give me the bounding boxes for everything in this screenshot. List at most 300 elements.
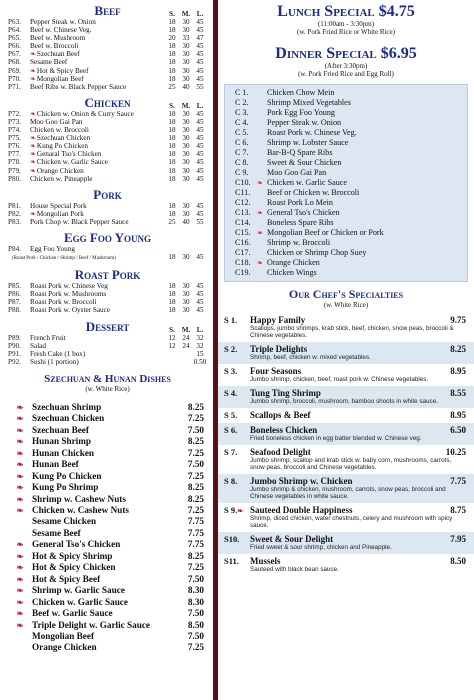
chef-desc: Jumbo shrimp & chicken, mushroom, carrots, snow peas, broccoli and Chinese vegetables in white sauce. bbox=[250, 486, 446, 500]
pepper-icon: ❧ bbox=[237, 507, 244, 515]
pepper-icon: ❧ bbox=[30, 134, 36, 143]
item-name-wrap bbox=[30, 167, 165, 175]
price-l: 45 bbox=[196, 166, 204, 175]
chef-code: S 8. bbox=[224, 476, 238, 486]
chef-name: Mussels bbox=[250, 556, 281, 566]
item-code: P76. bbox=[8, 142, 21, 151]
egg-foo-young-section bbox=[8, 231, 207, 263]
item-code: P80. bbox=[8, 174, 21, 183]
chef-desc: Fried boneless chicken in egg batter blended w. Chinese veg. bbox=[250, 435, 422, 442]
chef-head bbox=[250, 344, 466, 354]
item-name-wrap bbox=[30, 18, 165, 26]
item-code: P68. bbox=[8, 58, 21, 67]
item-name-wrap bbox=[30, 126, 165, 134]
item-name-wrap bbox=[30, 342, 165, 350]
roast_pork-item bbox=[8, 290, 207, 298]
combo-name: General Tso's Chicken bbox=[267, 208, 340, 217]
item-name: Salad bbox=[30, 341, 46, 350]
chef-code-wrap bbox=[218, 366, 250, 383]
price-m: 30 bbox=[182, 158, 190, 167]
chicken-item bbox=[8, 134, 207, 142]
chef-head bbox=[250, 476, 466, 486]
combo-code: C 7. bbox=[235, 148, 249, 157]
combo-name: Boneless Spare Ribs bbox=[267, 218, 334, 227]
item-code: P83. bbox=[8, 217, 21, 226]
combo-item bbox=[225, 88, 467, 98]
chicken-item bbox=[8, 167, 207, 175]
item-name: Orange Chicken bbox=[32, 642, 97, 653]
chef-code: S 3. bbox=[224, 366, 238, 376]
price-m: 30 bbox=[182, 209, 190, 218]
price-m: 24 bbox=[182, 341, 190, 350]
chef-body bbox=[250, 410, 474, 420]
szechuan-item bbox=[8, 642, 207, 653]
item-name: Sesame Chicken bbox=[32, 516, 97, 527]
pepper-icon: ❧ bbox=[16, 483, 24, 493]
chef-item bbox=[218, 423, 474, 445]
chef-row bbox=[218, 447, 474, 471]
szechuan-item bbox=[8, 459, 207, 470]
item-name: Chicken w. Onion & Curry Sauce bbox=[36, 109, 134, 118]
chef-code: S 1. bbox=[224, 315, 238, 325]
egg-foo-young-title: Egg Foo Young bbox=[63, 229, 152, 245]
egg-foo-young-item bbox=[8, 245, 207, 253]
pepper-icon: ❧ bbox=[16, 494, 24, 504]
combo-item bbox=[225, 228, 467, 238]
item-name-wrap bbox=[30, 26, 165, 34]
combo-name: Moo Goo Gai Pan bbox=[267, 168, 327, 177]
pepper-icon: ❧ bbox=[16, 471, 24, 481]
beef-item bbox=[8, 75, 207, 83]
item-name-wrap bbox=[30, 134, 165, 142]
item-name: Roast Pork w. Broccoli bbox=[30, 298, 97, 307]
price-l: 45 bbox=[196, 26, 204, 35]
price-s: 18 bbox=[168, 290, 176, 299]
price-m: 24 bbox=[182, 333, 190, 342]
price-s: 18 bbox=[168, 253, 176, 262]
szechuan-item bbox=[8, 574, 207, 585]
item-name-wrap bbox=[30, 334, 165, 342]
size-label: S. bbox=[169, 101, 175, 110]
chef-list bbox=[218, 313, 474, 576]
item-name: Sesame Beef bbox=[30, 58, 68, 67]
chef-code-wrap bbox=[218, 315, 250, 339]
roast_pork-item bbox=[8, 298, 207, 306]
size-label: M. bbox=[181, 101, 191, 110]
pepper-icon: ❧ bbox=[257, 259, 263, 267]
chef-code: S 5. bbox=[224, 410, 238, 420]
price-s: 18 bbox=[168, 282, 176, 291]
chef-price: 7.75 bbox=[450, 476, 466, 486]
chef-row bbox=[218, 556, 474, 573]
combo-code: C 3. bbox=[235, 108, 249, 117]
price-s: 20 bbox=[168, 34, 176, 43]
combo-item bbox=[225, 208, 467, 218]
combo-code: C 2. bbox=[235, 98, 249, 107]
pepper-icon: ❧ bbox=[257, 209, 263, 217]
chef-price: 6.50 bbox=[450, 425, 466, 435]
item-name: Szechuan Beef bbox=[36, 50, 80, 59]
chef-name: Tung Ting Shrimp bbox=[250, 388, 321, 398]
item-code: P69. bbox=[8, 66, 21, 75]
chef-item bbox=[218, 342, 474, 364]
price-m: 30 bbox=[182, 282, 190, 291]
price-m: 30 bbox=[182, 66, 190, 75]
lunch-special-note: (w. Pork Fried Rice or White Rice) bbox=[297, 28, 395, 36]
combo-name: Chicken w. Garlic Sauce bbox=[267, 178, 347, 187]
chef-row bbox=[218, 534, 474, 551]
size-label: L. bbox=[196, 10, 204, 18]
item-name: French Fruit bbox=[30, 333, 66, 342]
combo-item bbox=[225, 118, 467, 128]
szechuan-item bbox=[8, 413, 207, 424]
item-name: Roast Pork w. Oyster Sauce bbox=[30, 306, 110, 315]
chef-item bbox=[218, 313, 474, 342]
pepper-icon: ❧ bbox=[16, 586, 24, 596]
dessert-item bbox=[8, 334, 207, 342]
item-price: 8.30 bbox=[187, 585, 204, 596]
combo-name: Chicken or Shrimp Chop Suey bbox=[267, 248, 367, 257]
item-name: Orange Chicken bbox=[36, 166, 84, 175]
chef-row bbox=[218, 505, 474, 529]
item-name-wrap bbox=[30, 42, 165, 50]
price-l: 45 bbox=[196, 50, 204, 59]
pepper-icon: ❧ bbox=[16, 425, 24, 435]
price-l: 45 bbox=[196, 42, 204, 51]
combo-item bbox=[225, 158, 467, 168]
szechuan-item bbox=[8, 585, 207, 596]
pepper-icon: ❧ bbox=[16, 551, 24, 561]
combo-code: C13. bbox=[235, 208, 251, 217]
price-s: 18 bbox=[168, 158, 176, 167]
szechuan-section bbox=[8, 373, 207, 654]
price-m: 30 bbox=[182, 174, 190, 183]
combo-name: Roast Pork w. Chinese Veg. bbox=[267, 128, 357, 137]
price-s: 18 bbox=[168, 117, 176, 126]
price-l: 45 bbox=[196, 142, 204, 151]
pork-item bbox=[8, 210, 207, 218]
item-code: P88. bbox=[8, 306, 21, 315]
item-name-wrap bbox=[30, 34, 165, 42]
price-s: 18 bbox=[168, 50, 176, 59]
item-name: Hunan Beef bbox=[32, 459, 79, 470]
item-price: 7.75 bbox=[187, 527, 204, 538]
pepper-icon: ❧ bbox=[16, 620, 24, 630]
price-s: 18 bbox=[168, 209, 176, 218]
item-price: 8.25 bbox=[187, 493, 204, 504]
item-name: Szechuan Chicken bbox=[36, 134, 91, 143]
item-name-wrap bbox=[30, 110, 165, 118]
chef-body bbox=[250, 447, 474, 471]
chef-item bbox=[218, 532, 474, 554]
price-s: 18 bbox=[168, 201, 176, 210]
price-l: 0.50 bbox=[193, 357, 207, 366]
combo-name: Bar-B-Q Spare Ribs bbox=[267, 148, 333, 157]
price-l: 45 bbox=[196, 282, 204, 291]
chef-body bbox=[250, 315, 474, 339]
chef-price: 9.75 bbox=[450, 315, 466, 325]
combo-code: C 6. bbox=[235, 138, 249, 147]
item-code: P71. bbox=[8, 82, 21, 91]
price-l: 45 bbox=[196, 109, 204, 118]
item-price: 8.25 bbox=[187, 436, 204, 447]
chef-price: 8.55 bbox=[450, 388, 466, 398]
chef-desc: Jumbo shrimp, broccoli, mushroom, bamboo shoots in white sauce. bbox=[250, 398, 438, 405]
pepper-icon: ❧ bbox=[30, 66, 36, 75]
combo-name: Chicken Chow Mein bbox=[267, 88, 335, 97]
item-name-wrap bbox=[30, 306, 165, 314]
price-s: 18 bbox=[168, 74, 176, 83]
combo-code: C11. bbox=[235, 188, 251, 197]
chef-code: S10. bbox=[224, 534, 240, 544]
right-column bbox=[218, 0, 474, 700]
pepper-icon: ❧ bbox=[16, 448, 24, 458]
item-name: General Tso's Chicken bbox=[32, 539, 121, 550]
item-name: Beef w. Mushroom bbox=[30, 34, 86, 43]
beef-item bbox=[8, 67, 207, 75]
szechuan-item bbox=[8, 402, 207, 413]
item-name-wrap bbox=[30, 358, 165, 366]
chef-code-wrap bbox=[218, 447, 250, 471]
combo-item bbox=[225, 178, 467, 188]
pepper-icon: ❧ bbox=[16, 609, 24, 619]
price-l: 45 bbox=[196, 117, 204, 126]
chef-head bbox=[250, 447, 466, 457]
price-m: 40 bbox=[182, 217, 190, 226]
price-l: 45 bbox=[196, 66, 204, 75]
item-name: Hot & Spicy Shrimp bbox=[32, 550, 113, 561]
chef-code-wrap bbox=[218, 344, 250, 361]
item-name: Mongolian Beef bbox=[36, 74, 84, 83]
item-name-wrap bbox=[30, 58, 165, 66]
lunch-special-hours: (11:00am - 3:30pm) bbox=[317, 20, 375, 28]
item-price: 7.25 bbox=[187, 504, 204, 515]
item-name-wrap bbox=[30, 298, 165, 306]
chef-row bbox=[218, 366, 474, 383]
item-name: Shrimp w. Garlic Sauce bbox=[32, 585, 125, 596]
item-name-wrap bbox=[30, 210, 165, 218]
szechuan-subtitle: (w. White Rice) bbox=[85, 384, 130, 393]
chef-code-wrap bbox=[218, 388, 250, 405]
item-price: 7.50 bbox=[187, 630, 204, 641]
size-label: M. bbox=[181, 325, 191, 334]
item-name: Genaral Tso's Chicken bbox=[36, 150, 102, 159]
price-s: 18 bbox=[168, 174, 176, 183]
beef-item bbox=[8, 50, 207, 58]
combo-list bbox=[224, 84, 468, 282]
item-name: Pork Chop w. Black Pepper Sauce bbox=[30, 217, 129, 226]
price-l: 45 bbox=[196, 253, 204, 262]
pork-section bbox=[8, 188, 207, 226]
combo-name: Sweet & Sour Chicken bbox=[267, 158, 342, 167]
szechuan-item bbox=[8, 505, 207, 516]
price-l: 55 bbox=[196, 82, 204, 91]
chef-code-wrap bbox=[218, 534, 250, 551]
egg-foo-young-note: (Roast Pork / Chicken / Shrimp / Beef / Mushroom) bbox=[12, 256, 116, 262]
chef-desc: Fried sweet & sour shrimp, chicken and Pineapple. bbox=[250, 544, 392, 551]
dinner-special-hours: (After 3:30pm) bbox=[324, 62, 368, 70]
combo-name: Mongolian Beef or Chicken or Pork bbox=[267, 228, 384, 237]
combo-name: Beef or Chicken w. Broccoli bbox=[267, 188, 360, 197]
roast_pork-item bbox=[8, 306, 207, 314]
size-label: S. bbox=[169, 10, 175, 18]
item-price: 7.50 bbox=[187, 424, 204, 435]
dessert-section bbox=[8, 320, 207, 366]
chef-body bbox=[250, 344, 474, 361]
chef-code-wrap bbox=[218, 425, 250, 442]
price-l: 45 bbox=[196, 290, 204, 299]
item-code: P89. bbox=[8, 333, 21, 342]
combo-code: C 5. bbox=[235, 128, 249, 137]
price-m: 30 bbox=[182, 117, 190, 126]
item-name: Sushi (1 portion) bbox=[30, 357, 79, 366]
price-s: 18 bbox=[168, 298, 176, 307]
combo-item bbox=[225, 188, 467, 198]
item-code: P75. bbox=[8, 134, 21, 143]
pepper-icon: ❧ bbox=[16, 402, 24, 412]
pork-item bbox=[8, 218, 207, 226]
chef-code: S 2. bbox=[224, 344, 238, 354]
combo-item bbox=[225, 148, 467, 158]
szechuan-item bbox=[8, 494, 207, 505]
item-name-wrap bbox=[30, 175, 165, 183]
pepper-icon: ❧ bbox=[30, 209, 36, 218]
roast_pork-section bbox=[8, 268, 207, 314]
chef-name: Jumbo Shrimp w. Chicken bbox=[250, 476, 353, 486]
item-name-wrap bbox=[30, 83, 165, 91]
chef-head bbox=[250, 505, 466, 515]
combo-name: Chicken Wings bbox=[267, 268, 317, 277]
item-name: Kung Po Chicken bbox=[32, 470, 102, 481]
price-m: 30 bbox=[182, 50, 190, 59]
chef-name: Triple Delights bbox=[250, 344, 308, 354]
combo-item bbox=[225, 268, 467, 278]
dessert-title: Dessert bbox=[85, 318, 130, 334]
item-price: 7.25 bbox=[187, 642, 204, 653]
item-name-wrap bbox=[30, 158, 165, 166]
szechuan-item bbox=[8, 608, 207, 619]
item-code: P67. bbox=[8, 50, 21, 59]
price-s: 12 bbox=[168, 333, 176, 342]
item-name-wrap bbox=[30, 118, 165, 126]
item-name: Beef Ribs w. Black Pepper Sauce bbox=[30, 82, 127, 91]
chef-row bbox=[218, 388, 474, 405]
pepper-icon: ❧ bbox=[16, 437, 24, 447]
item-code: P82. bbox=[8, 209, 21, 218]
price-s: 18 bbox=[168, 42, 176, 51]
item-price: 7.25 bbox=[187, 562, 204, 573]
pepper-icon: ❧ bbox=[16, 597, 24, 607]
pepper-icon: ❧ bbox=[30, 150, 36, 159]
chef-price: 10.25 bbox=[445, 447, 466, 457]
item-name: Sesame Beef bbox=[32, 527, 81, 538]
price-l: 45 bbox=[196, 126, 204, 135]
pepper-icon: ❧ bbox=[16, 563, 24, 573]
chef-price: 7.95 bbox=[450, 534, 466, 544]
chef-item bbox=[218, 503, 474, 532]
item-price: 7.25 bbox=[187, 447, 204, 458]
chef-body bbox=[250, 556, 474, 573]
szechuan-item bbox=[8, 471, 207, 482]
chicken-item bbox=[8, 158, 207, 166]
chef-head bbox=[250, 556, 466, 566]
price-m: 30 bbox=[182, 142, 190, 151]
combo-name: Orange Chicken bbox=[267, 258, 320, 267]
price-l: 32 bbox=[196, 341, 204, 350]
size-label: S. bbox=[169, 325, 175, 334]
item-code: P81. bbox=[8, 201, 21, 210]
combo-name: Shrimp Mixed Vegetables bbox=[267, 98, 351, 107]
chef-price: 8.75 bbox=[450, 505, 466, 515]
chef-row bbox=[218, 410, 474, 420]
chef-price: 8.25 bbox=[450, 344, 466, 354]
chef-code-wrap bbox=[218, 410, 250, 420]
price-l: 45 bbox=[196, 150, 204, 159]
pepper-icon: ❧ bbox=[30, 74, 36, 83]
combo-name: Shrimp w. Lobster Sauce bbox=[267, 138, 349, 147]
szechuan-item bbox=[8, 516, 207, 527]
combo-item bbox=[225, 248, 467, 258]
chef-item bbox=[218, 408, 474, 423]
item-name-wrap bbox=[30, 67, 165, 75]
item-name: Chicken w. Broccoli bbox=[30, 126, 89, 135]
chicken-item bbox=[8, 118, 207, 126]
price-s: 18 bbox=[168, 58, 176, 67]
chef-desc: Jumbo shrimp, scallop and krab stick w. baby corn, mushrooms, carrots, snow peas, broccoli and Chinese vegetables. bbox=[250, 457, 452, 471]
price-s: 18 bbox=[168, 150, 176, 159]
price-l: 45 bbox=[196, 158, 204, 167]
item-name-wrap bbox=[30, 150, 165, 158]
chef-item bbox=[218, 554, 474, 576]
combo-item bbox=[225, 258, 467, 268]
item-code: P84. bbox=[8, 244, 21, 253]
combo-code: C14. bbox=[235, 218, 251, 227]
combo-code: C17. bbox=[235, 248, 251, 257]
item-name: Chicken w. Cashew Nuts bbox=[32, 504, 129, 515]
chef-head bbox=[250, 366, 466, 376]
price-m: 30 bbox=[182, 150, 190, 159]
item-price: 8.25 bbox=[187, 482, 204, 493]
chef-body bbox=[250, 476, 474, 500]
chef-row bbox=[218, 315, 474, 339]
price-m: 30 bbox=[182, 26, 190, 35]
price-m: 40 bbox=[182, 82, 190, 91]
item-code: P63. bbox=[8, 18, 21, 26]
combo-item bbox=[225, 168, 467, 178]
item-name: Szechuan Chicken bbox=[32, 413, 105, 424]
item-price: 7.50 bbox=[187, 608, 204, 619]
chef-desc: Shrimp, diced chicken, water chestnuts, celery and mushroom with spicy sauce. bbox=[250, 515, 453, 529]
combo-item bbox=[225, 218, 467, 228]
szechuan-item bbox=[8, 562, 207, 573]
pepper-icon: ❧ bbox=[30, 166, 36, 175]
roast_pork-title: Roast Pork bbox=[74, 267, 141, 283]
item-name: Chicken w. Pineapple bbox=[30, 174, 93, 183]
lunch-special bbox=[218, 0, 474, 36]
price-m: 33 bbox=[182, 34, 190, 43]
price-m: 30 bbox=[182, 290, 190, 299]
item-name: Hunan Shrimp bbox=[32, 436, 91, 447]
chef-row bbox=[218, 476, 474, 500]
beef-item bbox=[8, 42, 207, 50]
chef-item bbox=[218, 474, 474, 503]
size-label: L. bbox=[196, 325, 204, 334]
szechuan-item bbox=[8, 539, 207, 550]
item-name: Roast Pork w. Chinese Veg bbox=[30, 282, 108, 291]
size-label: M. bbox=[181, 10, 191, 18]
dinner-special bbox=[218, 36, 474, 78]
price-m: 30 bbox=[182, 166, 190, 175]
